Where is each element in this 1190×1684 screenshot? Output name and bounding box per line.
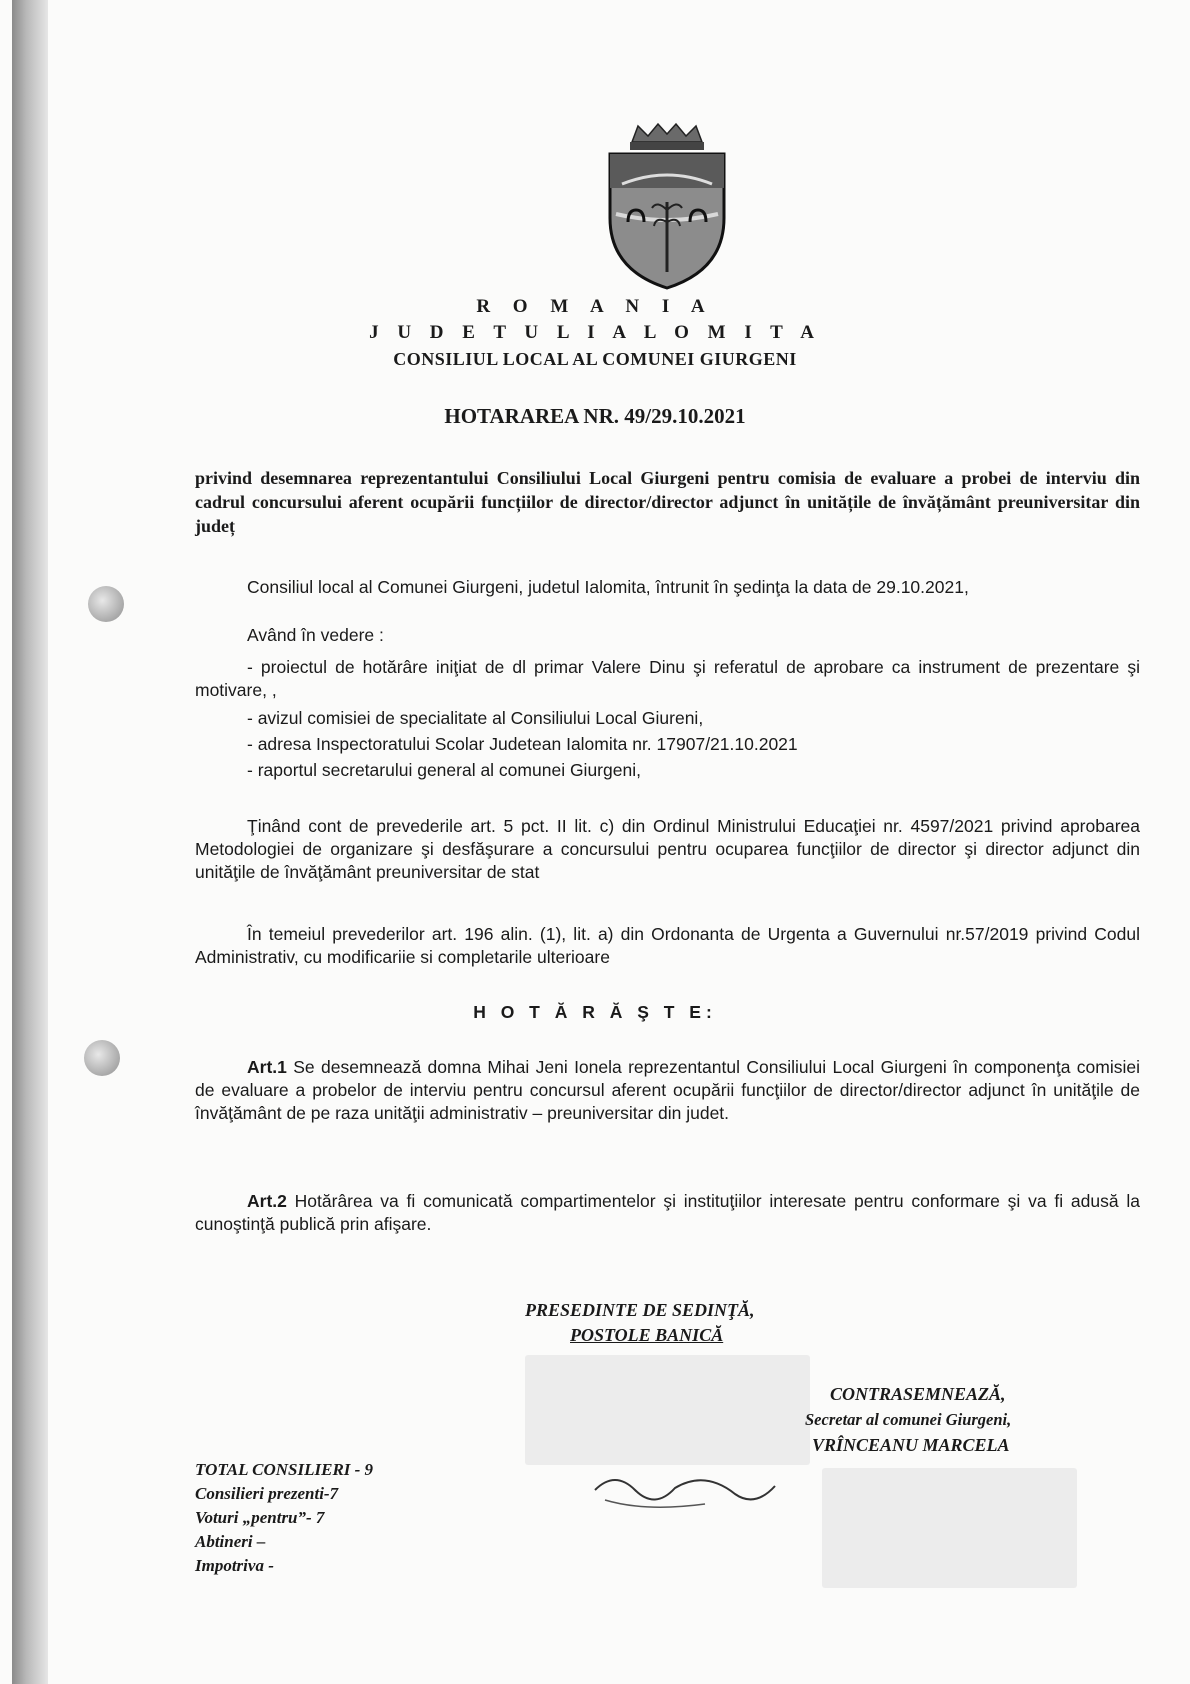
article-1-text: Se desemnează domna Mihai Jeni Ionela reprezentantul Consiliului Local Giurgeni în componenţa comisiei de evaluare a probelor de interviu pentru concursul aferent ocupării funcţiilor de director/director adjunct în unităţile de învăţământ de pe raza unităţii administrativ – preuniversitar din judet.	[195, 1057, 1140, 1123]
counter-title: CONTRASEMNEAZĂ,	[830, 1384, 1006, 1404]
vote-tally	[195, 1458, 373, 1578]
preamble-item-1: - proiectul de hotărâre iniţiat de dl primar Valere Dinu şi referatul de aprobare ca instrument de prezentare şi motivare, ,	[195, 657, 1140, 700]
council-heading: CONSILIUL LOCAL AL COMUNEI GIURGENI	[393, 349, 797, 369]
redacted-stamp	[822, 1468, 1077, 1588]
punch-hole	[88, 586, 124, 622]
preamble-item-4: - raportul secretarului general al comunei Giurgeni,	[247, 760, 641, 780]
article-1-label: Art.1	[247, 1057, 287, 1077]
preamble-considering: Ţinând cont de prevederile art. 5 pct. II lit. c) din Ordinul Ministrului Educaţiei nr. 4597/2021 privind aprobarea Metodologiei de organizare şi desfăşurare a concursului pentru ocuparea funcţiilor de director şi director adjunct din unităţile de învăţământ preuniversitar de stat	[195, 816, 1140, 882]
article-2-text: Hotărârea va fi comunicată compartimentelor şi instituţiilor interesate pentru conformare şi va fi adusă la cunoştinţă publică prin afişare.	[195, 1191, 1140, 1234]
tally-present: Consilieri prezenti-7	[195, 1484, 339, 1503]
binding-strip	[12, 0, 48, 1684]
punch-hole	[84, 1040, 120, 1076]
country-heading: R O M A N I A	[476, 296, 714, 317]
redacted-signature	[525, 1355, 810, 1465]
president-title: PRESEDINTE DE SEDINŢĂ,	[525, 1300, 755, 1320]
signature-scribble-icon	[585, 1460, 785, 1520]
decision-title: HOTARAREA NR. 49/29.10.2021	[444, 404, 746, 428]
decides-heading: H O T Ă R Ă Ş T E:	[473, 1002, 717, 1022]
preamble-item-2: - avizul comisiei de specialitate al Consiliului Local Giureni,	[247, 708, 704, 728]
article-2	[195, 1190, 1140, 1236]
preamble-having: Având în vedere :	[247, 625, 384, 645]
counter-name: VRÎNCEANU MARCELA	[812, 1435, 1010, 1455]
tally-for: Voturi „pentru”- 7	[195, 1508, 325, 1527]
article-1	[195, 1056, 1140, 1125]
decision-subject: privind desemnarea reprezentantului Consiliului Local Giurgeni pentru comisia de evaluare a probei de interviu din cadrul concursului aferent ocupării funcțiilor de director/director adjunct în unitățile de învățământ preuniversitar din județ	[195, 468, 1140, 536]
preamble-intro: Consiliul local al Comunei Giurgeni, judetul Ialomita, întrunit în şedinţa la data de 29.10.2021,	[247, 577, 969, 597]
president-name: POSTOLE BANICĂ	[570, 1325, 724, 1345]
county-heading: J U D E T U L I A L O M I T A	[369, 322, 821, 343]
preamble-legal-basis: În temeiul prevederilor art. 196 alin. (1), lit. a) din Ordonanta de Urgenta a Guvernului nr.57/2019 privind Codul Administrativ, cu modificariie si completarile ulterioare	[195, 924, 1140, 967]
tally-total: TOTAL CONSILIERI - 9	[195, 1460, 374, 1479]
article-2-label: Art.2	[247, 1191, 287, 1211]
tally-against: Impotriva -	[195, 1556, 274, 1575]
preamble-item-3: - adresa Inspectoratului Scolar Judetean Ialomita nr. 17907/21.10.2021	[247, 734, 798, 754]
tally-abstain: Abtineri –	[195, 1532, 266, 1551]
counter-role: Secretar al comunei Giurgeni,	[805, 1410, 1012, 1429]
coat-of-arms-icon	[602, 122, 732, 292]
